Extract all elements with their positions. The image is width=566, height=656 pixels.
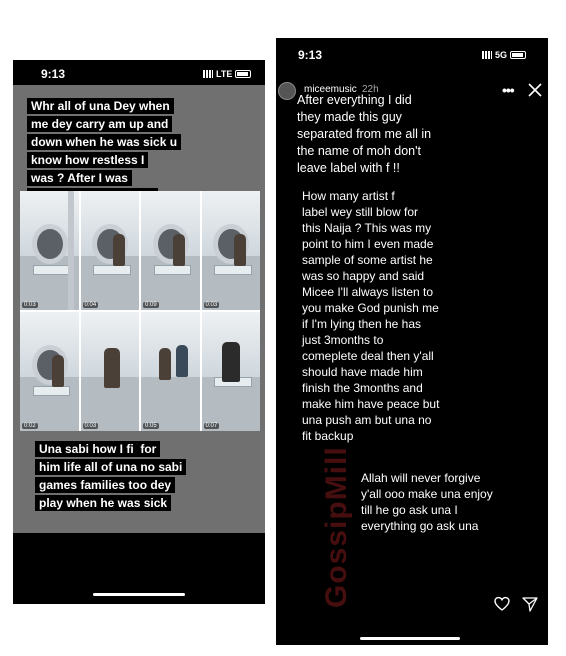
video-duration: 0:02 (24, 423, 36, 429)
story-paragraph-1: After everything I did they made this guy separated from me all in the name of moh don't leave label with f !! (297, 93, 432, 175)
left-top-caption-block (27, 97, 207, 205)
battery-icon (235, 70, 251, 78)
right-home-indicator[interactable] (360, 637, 460, 640)
left-home-indicator[interactable] (93, 593, 185, 596)
video-duration: 0:05 (145, 423, 157, 429)
profile-avatar[interactable] (278, 82, 296, 100)
story-paragraph-2: How many artist f label wey still blow for this Naija ? This was my point to him I even made sample of some artist he was so happy and said Micee I'll always listen to you make God punish me if I'm lying then he has just 3months to comeplete deal then y'all should have made him finish the 3months and make him have peace but una push am but una no fit backup (302, 189, 440, 443)
video-duration: 0:03 (84, 423, 97, 429)
left-status-indicators (203, 69, 251, 79)
send-message-icon[interactable] (522, 596, 538, 612)
video-duration: 0:04 (84, 302, 97, 308)
signal-icon (482, 51, 492, 59)
left-status-time: 9:13 (41, 67, 66, 81)
video-thumbnail[interactable] (202, 312, 261, 431)
video-duration: 0:03 (24, 302, 36, 308)
video-thumbnail[interactable] (81, 191, 140, 310)
video-duration: 0:03 (205, 302, 218, 308)
battery-icon (510, 51, 526, 59)
right-phone-screen (276, 38, 548, 645)
video-duration: 0:09 (145, 302, 157, 308)
right-status-indicators (482, 50, 526, 60)
video-thumbnail[interactable] (202, 191, 261, 310)
story-paragraph-3: Allah will never forgive y'all ooo make una enjoy till he go ask una I everything go ask una (361, 471, 493, 533)
right-network-label: 5G (495, 50, 508, 60)
signal-icon (203, 70, 213, 78)
like-heart-icon[interactable] (494, 596, 510, 612)
left-network-label: LTE (216, 69, 233, 79)
video-duration: 0:07 (205, 423, 218, 429)
video-thumbnail[interactable] (81, 312, 140, 431)
story-username[interactable]: miceemusic (304, 84, 357, 95)
right-status-time: 9:13 (298, 48, 323, 62)
left-top-caption: Whr all of una Dey when me dey carry am up and down when he was sick u know how restless I was ? After I was (27, 98, 181, 204)
left-phone-screen (13, 60, 265, 604)
left-bottom-caption: Una sabi how I fi for him life all of una no sabi games families too dey play when he was sick (35, 441, 186, 511)
video-thumbnail[interactable] (20, 312, 79, 431)
left-bottom-caption-block (35, 440, 235, 512)
video-thumbnail-grid (20, 191, 260, 431)
close-icon[interactable] (528, 83, 542, 97)
video-thumbnail[interactable] (20, 191, 79, 310)
video-thumbnail[interactable] (141, 312, 200, 431)
watermark: GossipMill (320, 446, 353, 608)
more-options-icon[interactable]: ••• (502, 82, 514, 98)
video-thumbnail[interactable] (141, 191, 200, 310)
story-age: 22h (362, 84, 379, 95)
